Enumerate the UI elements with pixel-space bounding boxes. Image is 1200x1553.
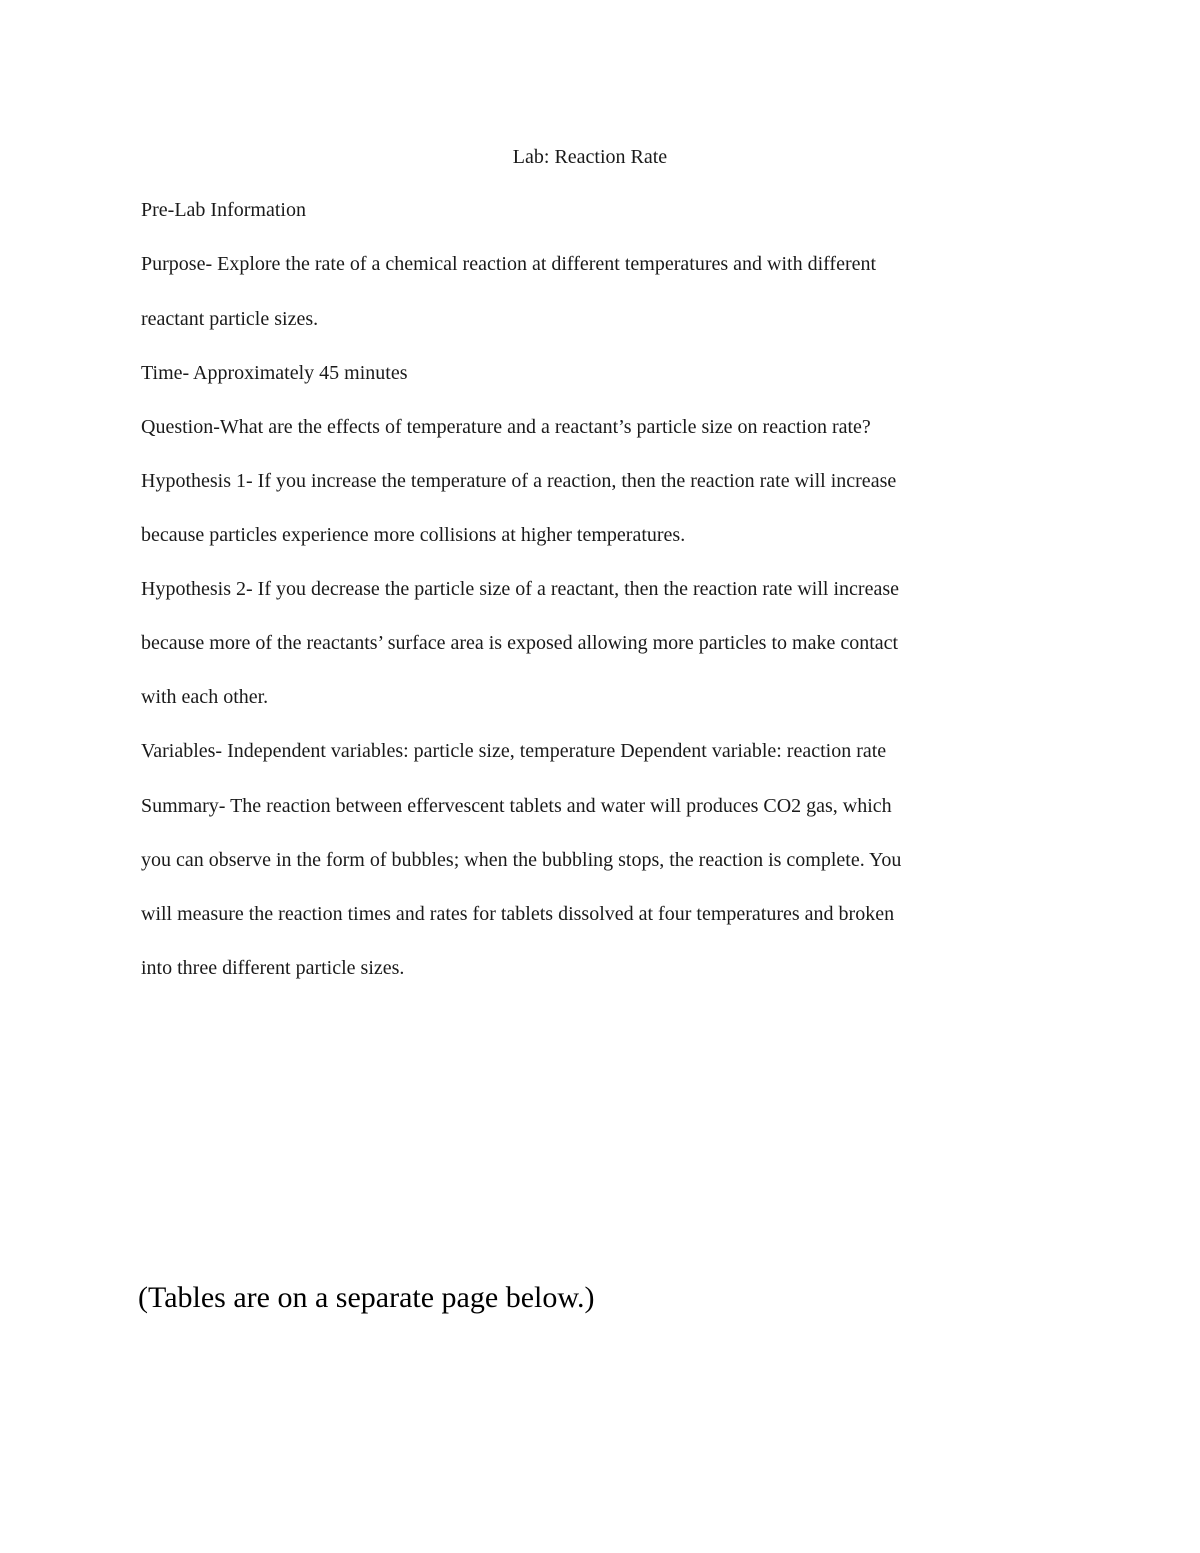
time-text: Time- Approximately 45 minutes <box>141 362 408 384</box>
hypothesis-2-line-1: Hypothesis 2- If you decrease the particle size of a reactant, then the reaction rate will increase <box>141 578 899 600</box>
document-title: Lab: Reaction Rate <box>512 146 668 168</box>
variables-text: Variables- Independent variables: particle size, temperature Dependent variable: reaction rate <box>141 740 887 762</box>
summary-line-4: into three different particle sizes. <box>141 957 405 979</box>
hypothesis-2-line-3: with each other. <box>141 686 269 708</box>
hypothesis-1-line-2: because particles experience more collisions at higher temperatures. <box>141 524 686 546</box>
tables-note: (Tables are on a separate page below.) <box>138 1281 595 1314</box>
summary-line-1: Summary- The reaction between effervescent tablets and water will produces CO2 gas, which <box>141 795 892 817</box>
purpose-line-2: reactant particle sizes. <box>141 308 319 330</box>
section-heading: Pre-Lab Information <box>141 199 306 221</box>
purpose-line-1: Purpose- Explore the rate of a chemical reaction at different temperatures and with different <box>141 253 877 275</box>
question-text: Question-What are the effects of temperature and a reactant’s particle size on reaction rate? <box>141 416 871 438</box>
summary-line-3: will measure the reaction times and rates for tablets dissolved at four temperatures and broken <box>141 903 895 925</box>
summary-line-2: you can observe in the form of bubbles; when the bubbling stops, the reaction is complete. You <box>141 849 902 871</box>
hypothesis-1-line-1: Hypothesis 1- If you increase the temperature of a reaction, then the reaction rate will increase <box>141 470 897 492</box>
hypothesis-2-line-2: because more of the reactants’ surface area is exposed allowing more particles to make contact <box>141 632 899 654</box>
